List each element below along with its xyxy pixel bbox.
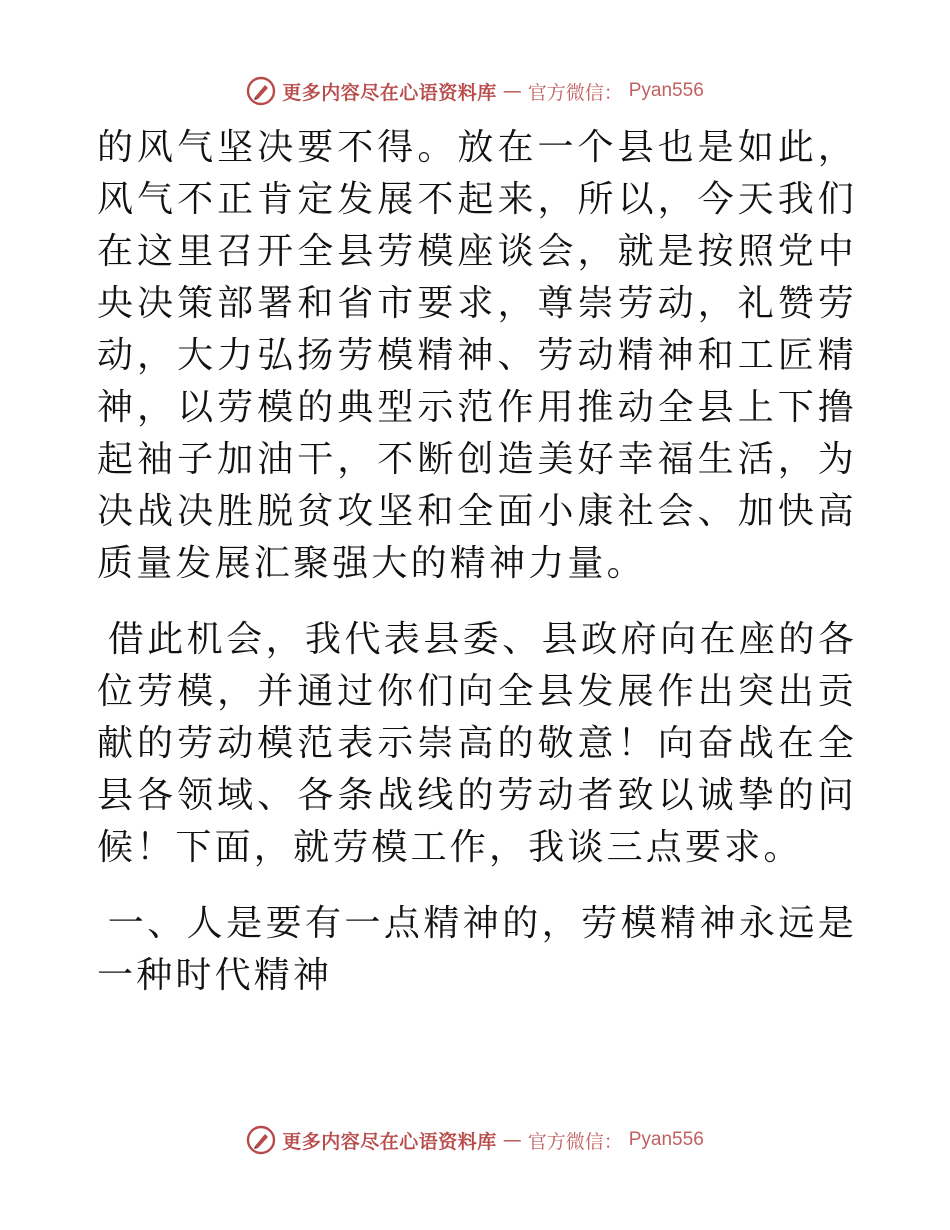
banner-account-label: 官方微信： [527, 1130, 623, 1153]
pen-logo-icon [246, 1125, 276, 1155]
document-body [97, 122, 857, 1002]
section-heading: 一、人是要有一点精神的，劳模精神永远是一种时代精神 [97, 903, 857, 996]
footer-watermark-banner [0, 1123, 950, 1157]
banner-account-label: 官方微信： [527, 81, 623, 104]
banner-separator: — [502, 1129, 522, 1151]
pen-logo-icon [246, 76, 276, 106]
banner-account-id: Pyan556 [628, 1129, 704, 1150]
banner-separator: — [502, 80, 522, 102]
header-watermark-banner [0, 74, 950, 108]
banner-brand-text: 更多内容尽在心语资料库 [282, 81, 497, 104]
banner-brand-text: 更多内容尽在心语资料库 [282, 1130, 497, 1153]
body-paragraph: 借此机会，我代表县委、县政府向在座的各位劳模，并通过你们向全县发展作出突出贡献的劳动模范表示崇高的敬意！向奋战在全县各领域、各条战线的劳动者致以诚挚的问候！下面，就劳模工作，我谈三点要求。 [97, 619, 857, 868]
body-paragraph: 的风气坚决要不得。放在一个县也是如此，风气不正肯定发展不起来，所以，今天我们在这里召开全县劳模座谈会，就是按照党中央决策部署和省市要求，尊崇劳动，礼赞劳动，大力弘扬劳模精神、劳动精神和工匠精神，以劳模的典型示范作用推动全县上下撸起袖子加油干，不断创造美好幸福生活，为决战决胜脱贫攻坚和全面小康社会、加快高质量发展汇聚强大的精神力量。 [97, 127, 857, 584]
banner-account-id: Pyan556 [628, 80, 704, 101]
